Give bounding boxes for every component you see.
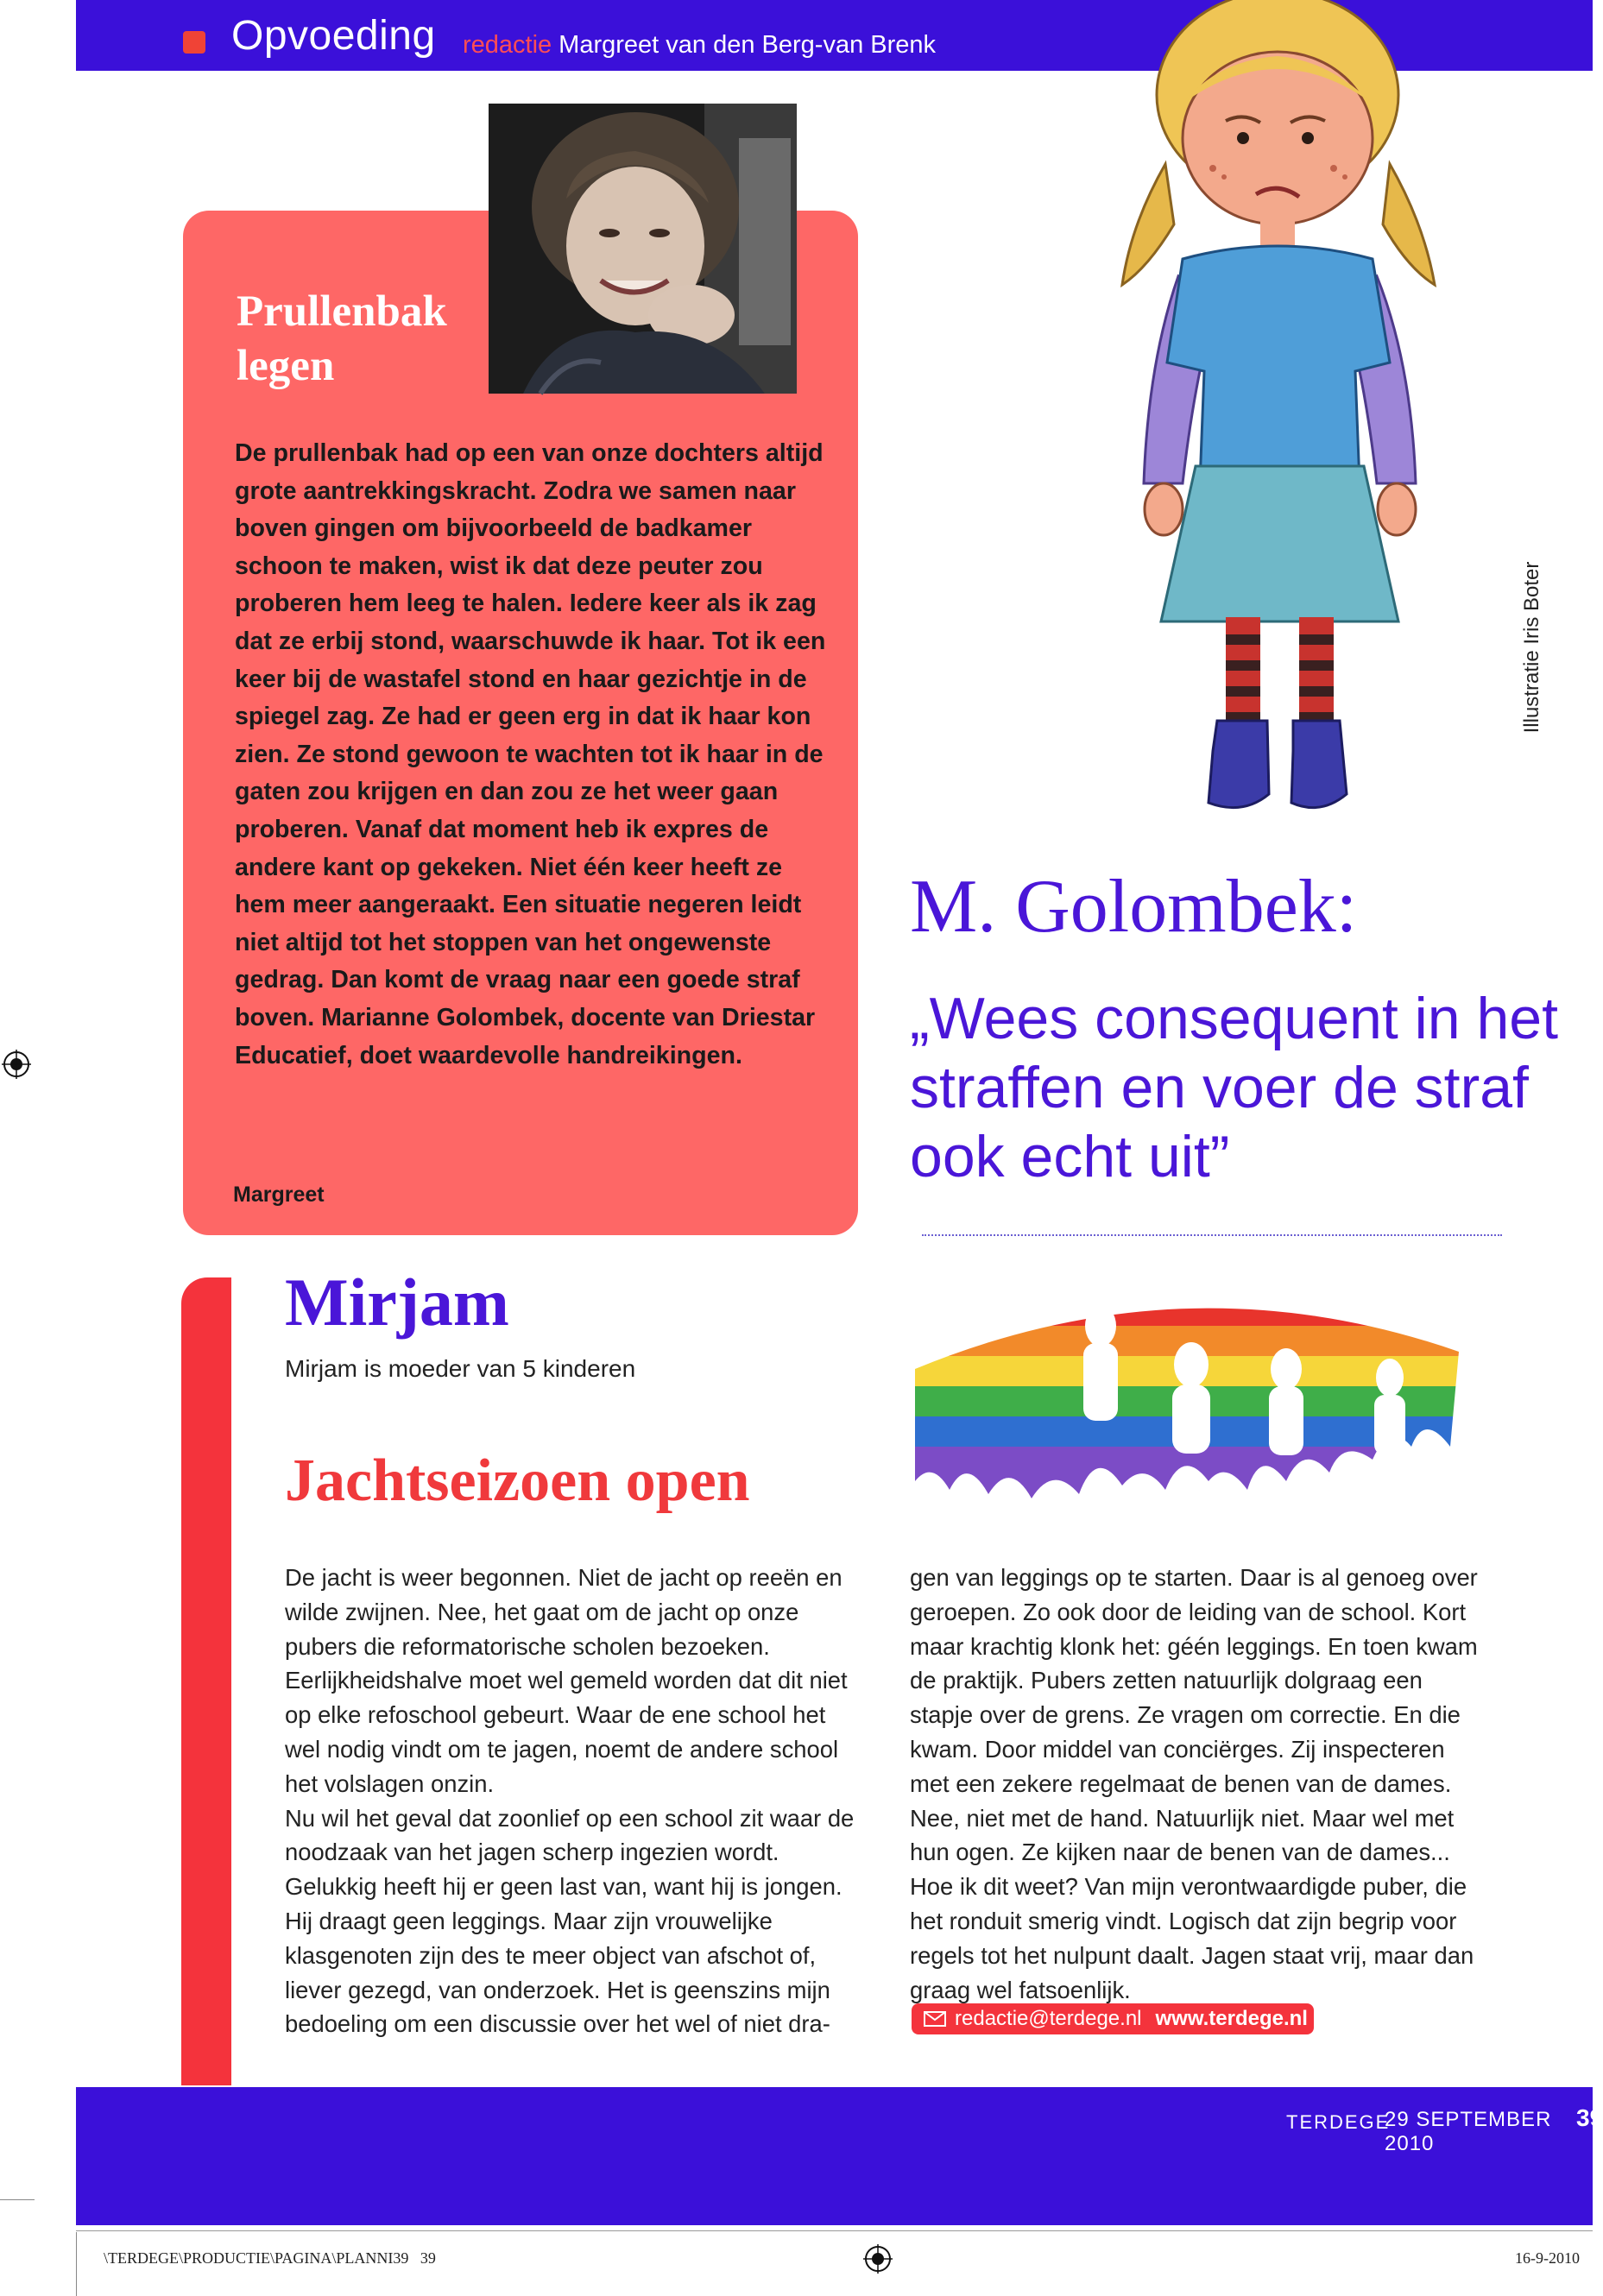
- author-photo: [489, 104, 797, 394]
- editor-credit: [463, 31, 936, 60]
- editor-label: redactie: [463, 31, 552, 59]
- column-author-note: Mirjam is moeder van 5 kinderen: [285, 1355, 636, 1382]
- footer-bar: [76, 2087, 1593, 2225]
- quote-name: M. Golombek:: [910, 865, 1358, 949]
- editor-name: Margreet van den Berg-van Brenk: [559, 31, 937, 59]
- column-author: Mirjam: [285, 1265, 509, 1340]
- girl-illustration: [1114, 0, 1442, 829]
- portrait-image: [489, 104, 797, 394]
- trim-rule: [76, 2230, 1593, 2231]
- contact-email-link[interactable]: redactie@terdege.nl: [955, 2007, 1142, 2030]
- illustration-credit: Illustratie Iris Boter: [1520, 561, 1543, 734]
- footer-date: 29 SEPTEMBER 2010: [1385, 2108, 1552, 2155]
- registration-mark-icon: [863, 2244, 893, 2274]
- intro-text: De prullenbak had op een van onze dochters altijd grote aantrekkingskracht. Zodra we samen naar boven gingen om bijvoorbeeld de badkamer schoon te maken, wist ik dat deze peuter zou proberen hem leeg te halen. Iedere keer als ik zag dat ze erbij stond, waarschuwde ik haar. Tot ik een keer bij de wastafel stond en haar gezichtje in de spiegel zag. Ze had er geen erg in dat ik haar kon zien. Ze stond gewoon te wachten tot ik haar in de gaten zou krijgen en dan zou ze het weer gaan proberen. Vanaf dat moment heb ik expres de andere kant op gekeken. Niet één keer heeft ze hem meer aangeraakt. Een situatie negeren leidt niet altijd tot het stoppen van het ongewenste gedrag. Dan komt de vraag naar een goede straf boven. Marianne Golombek, docente van Driestar Educatief, doet waardevolle handreikingen.: [235, 439, 826, 1069]
- print-slug-date: 16-9-2010: [1515, 2249, 1580, 2267]
- registration-mark-icon: [2, 1050, 31, 1079]
- rainbow-silhouette-image: [906, 1274, 1467, 1507]
- website-link[interactable]: www.terdege.nl: [1155, 2007, 1308, 2030]
- crop-mark: [0, 2199, 35, 2200]
- intro-signature: Margreet: [233, 1183, 325, 1207]
- contact-bar: [912, 2003, 1314, 2034]
- print-slug-path: \TERDEGE\PRODUCTIE\PAGINA\PLANNI39 39: [104, 2249, 436, 2267]
- crop-mark: [76, 2232, 77, 2296]
- intro-title: Prullenbak legen: [237, 287, 447, 390]
- divider: [922, 1234, 1502, 1236]
- column-body-right: gen van leggings op te starten. Daar is al genoeg over geroepen. Zo ook door de leiding van de school. Kort maar krachtig klonk het: géén leggings. En toen kwam de praktijk. Pubers zetten natuurlijk dolgraag een stapje over de grens. Ze vragen om correctie. En die kwam. Door middel van conciërges. Zij inspecteren met een zekere regelmaat de benen van de dames. Nee, niet met de hand. Natuurlijk niet. Maar wel met hun ogen. Ze kijken naar de benen van de dames... Hoe ik dit weet? Van mijn verontwaardigde puber, die het ronduit smerig vindt. Logisch dat zijn begrip voor regels tot het nulpunt daalt. Jagen staat vrij, maar dan graag wel fatsoenlijk.: [910, 1564, 1478, 2003]
- column-accent-bar: [181, 1277, 231, 2085]
- section-marker-icon: [183, 31, 205, 54]
- footer-magazine: TERDEGE: [1286, 2111, 1391, 2133]
- section-title: Opvoeding: [231, 13, 436, 59]
- pull-quote: „Wees consequent in het straffen en voer de straf ook echt uit”: [910, 986, 1558, 1189]
- mail-icon: [924, 2011, 946, 2027]
- column-body-left: De jacht is weer begonnen. Niet de jacht op reeën en wilde zwijnen. Nee, het gaat om de jacht op onze pubers die reformatorische scholen bezoeken. Eerlijkheidshalve moet wel gemeld worden dat dit niet op elke refoschool gebeurt. Waar de ene school het wel nodig vindt om te jagen, noemt de andere school het volslagen onzin. Nu wil het geval dat zoonlief op een school zit waar de noodzaak van het jagen scherp ingezien wordt. Gelukkig heeft hij er geen last van, want hij is jongen. Hij draagt geen leggings. Maar zijn vrouwelijke klasgenoten zijn des te meer object van afschot of, liever gezegd, van onderzoek. Het is geenszins mijn bedoeling om een discussie over het wel of niet dra-: [285, 1564, 855, 2038]
- page-number: 39: [1576, 2104, 1603, 2131]
- column-headline: Jachtseizoen open: [285, 1448, 750, 1514]
